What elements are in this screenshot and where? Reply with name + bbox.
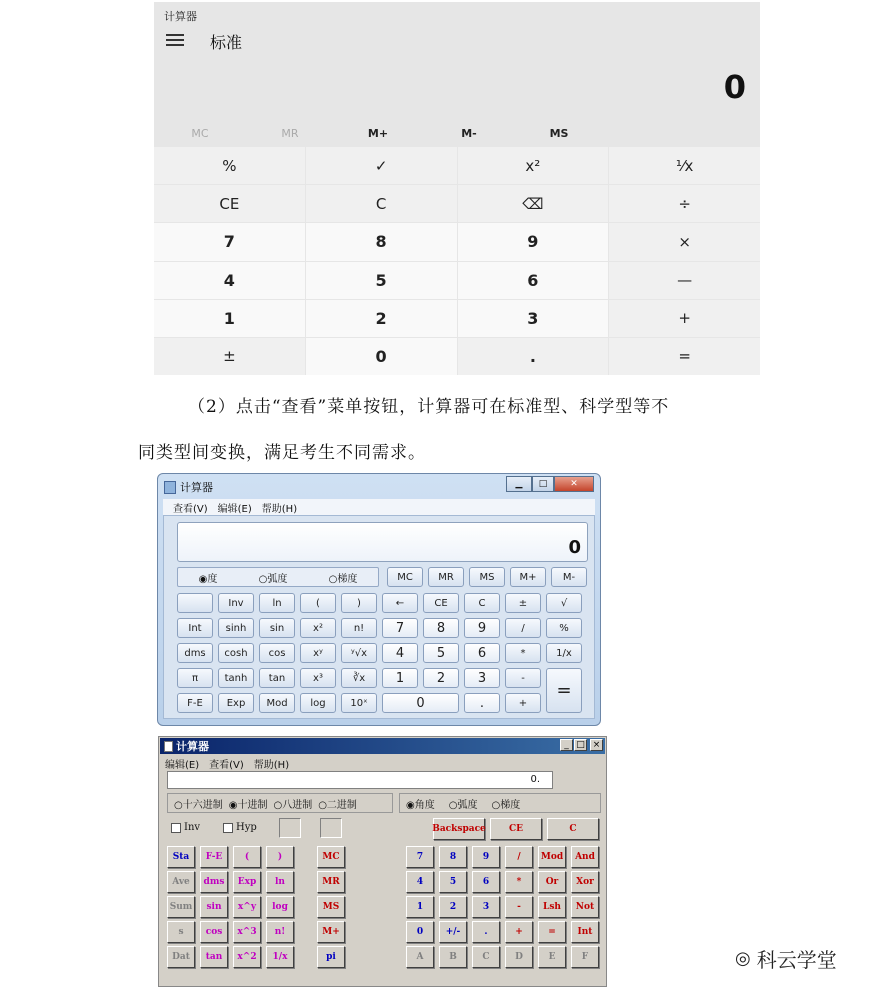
- key-1-3[interactable]: x²: [300, 618, 336, 638]
- paragraph-line-1: （2）点击“查看”菜单按钮，计算器可在标准型、科学型等不: [188, 397, 670, 417]
- title-bar: [160, 738, 605, 754]
- key-2-4[interactable]: ʸ√x: [341, 643, 377, 663]
- memory-button-ms[interactable]: MS: [549, 127, 569, 140]
- func-key-4-2[interactable]: x^2: [233, 946, 261, 968]
- func-key-2-1[interactable]: sin: [200, 896, 228, 918]
- num-key-1-2[interactable]: 6: [472, 871, 500, 893]
- key-2-3[interactable]: xʸ: [300, 643, 336, 663]
- hyp-checkbox[interactable]: [223, 822, 257, 833]
- display-value: 0.: [167, 771, 553, 789]
- memory-bar: [154, 127, 760, 145]
- func-key-4-3[interactable]: 1/x: [266, 946, 294, 968]
- func-key-0-1[interactable]: F-E: [200, 846, 228, 868]
- key-2-6[interactable]: 5: [423, 643, 459, 663]
- key-5-3[interactable]: =: [609, 338, 760, 375]
- key-0-8[interactable]: ±: [505, 593, 541, 613]
- num-key-0-0[interactable]: 7: [406, 846, 434, 868]
- memory-button-mc[interactable]: MC: [191, 127, 209, 140]
- key-3-0[interactable]: π: [177, 668, 213, 688]
- top-key-1[interactable]: CE: [490, 818, 542, 840]
- key-0-3[interactable]: ⅟x: [609, 147, 760, 184]
- calculator-icon: [164, 481, 176, 494]
- memory-button-mminus[interactable]: M-: [461, 127, 477, 140]
- memory-indicator: [279, 818, 301, 838]
- key-0-0[interactable]: [177, 593, 213, 613]
- angle-radio-1[interactable]: ○弧度: [258, 573, 288, 585]
- memory-button-2[interactable]: MS: [469, 567, 505, 587]
- mem-key-1[interactable]: MR: [317, 871, 345, 893]
- key-4-1[interactable]: 2: [306, 300, 457, 337]
- key-3-5[interactable]: 1: [382, 668, 418, 688]
- paragraph-line-2: 同类型间变换，满足考生不同需求。: [138, 443, 426, 463]
- key-0-1[interactable]: Inv: [218, 593, 254, 613]
- key-2-5[interactable]: 4: [382, 643, 418, 663]
- key-0-5[interactable]: ←: [382, 593, 418, 613]
- key-2-2[interactable]: 9: [458, 223, 609, 260]
- key-0-9[interactable]: √: [546, 593, 582, 613]
- num-key-1-1[interactable]: 5: [439, 871, 467, 893]
- key-4-4[interactable]: 10ˣ: [341, 693, 377, 713]
- num-key-2-2[interactable]: 3: [472, 896, 500, 918]
- key-5-1[interactable]: 0: [306, 338, 457, 375]
- num-key-3-0[interactable]: 0: [406, 921, 434, 943]
- menu-item-0[interactable]: 编辑(E): [165, 760, 200, 771]
- num-key-2-0[interactable]: 1: [406, 896, 434, 918]
- close-button[interactable]: ×: [590, 739, 603, 751]
- menu-item-1[interactable]: 查看(V): [209, 760, 244, 771]
- key-1-6[interactable]: 8: [423, 618, 459, 638]
- key-3-3[interactable]: —: [609, 262, 760, 299]
- num-key-0-1[interactable]: 8: [439, 846, 467, 868]
- num-key-4-2[interactable]: C: [472, 946, 500, 968]
- angle-radio-0[interactable]: ◉角度: [406, 799, 435, 811]
- num-key-1-4[interactable]: Or: [538, 871, 566, 893]
- key-3-7[interactable]: 3: [464, 668, 500, 688]
- memory-button-mplus[interactable]: M+: [367, 127, 389, 140]
- menu-item-0[interactable]: 查看(V): [173, 503, 208, 515]
- display-value: 0: [177, 522, 588, 562]
- paren-indicator: [320, 818, 342, 838]
- key-2-3[interactable]: ×: [609, 223, 760, 260]
- key-1-5[interactable]: 7: [382, 618, 418, 638]
- num-key-3-1[interactable]: +/-: [439, 921, 467, 943]
- base-radio-2[interactable]: ○八进制: [273, 799, 313, 811]
- func-key-1-3[interactable]: ln: [266, 871, 294, 893]
- key-4-5[interactable]: 0: [382, 693, 459, 713]
- key-0-6[interactable]: CE: [423, 593, 459, 613]
- menu-bar: [165, 756, 289, 771]
- key-3-1[interactable]: tanh: [218, 668, 254, 688]
- num-key-2-4[interactable]: Lsh: [538, 896, 566, 918]
- minimize-button[interactable]: ▁: [506, 476, 532, 492]
- watermark-text: 科云学堂: [756, 948, 837, 972]
- key-4-0[interactable]: 1: [154, 300, 305, 337]
- num-key-3-2[interactable]: .: [472, 921, 500, 943]
- func-key-4-1[interactable]: tan: [200, 946, 228, 968]
- key-1-7[interactable]: 9: [464, 618, 500, 638]
- key-0-2[interactable]: x²: [458, 147, 609, 184]
- key-2-1[interactable]: cosh: [218, 643, 254, 663]
- memory-button-3[interactable]: M+: [510, 567, 546, 587]
- key-4-3[interactable]: +: [609, 300, 760, 337]
- win10-calculator: [154, 2, 760, 375]
- window-controls: [506, 476, 594, 492]
- memory-button-mr[interactable]: MR: [281, 127, 299, 140]
- key-1-9[interactable]: %: [546, 618, 582, 638]
- func-key-0-0[interactable]: Sta: [167, 846, 195, 868]
- key-1-3[interactable]: ÷: [609, 185, 760, 222]
- num-key-0-2[interactable]: 9: [472, 846, 500, 868]
- menu-item-1[interactable]: 编辑(E): [217, 503, 252, 515]
- memory-button-1[interactable]: MR: [428, 567, 464, 587]
- key-3-1[interactable]: 5: [306, 262, 457, 299]
- num-key-4-5[interactable]: F: [571, 946, 599, 968]
- num-key-0-4[interactable]: Mod: [538, 846, 566, 868]
- key-1-2[interactable]: sin: [259, 618, 295, 638]
- inv-checkbox[interactable]: [171, 822, 200, 833]
- func-key-2-0[interactable]: Sum: [167, 896, 195, 918]
- key-4-2[interactable]: Mod: [259, 693, 295, 713]
- keypad: [154, 147, 760, 375]
- mem-key-2[interactable]: MS: [317, 896, 345, 918]
- angle-radio-2[interactable]: ○梯度: [328, 573, 358, 585]
- num-key-2-5[interactable]: Not: [571, 896, 599, 918]
- num-key-4-0[interactable]: A: [406, 946, 434, 968]
- window-title: 计算器: [176, 740, 209, 753]
- top-key-2[interactable]: C: [547, 818, 599, 840]
- memory-button-0[interactable]: MC: [387, 567, 423, 587]
- window-title: 计算器: [164, 10, 197, 23]
- key-1-4[interactable]: n!: [341, 618, 377, 638]
- key-4-2[interactable]: 3: [458, 300, 609, 337]
- base-radio-3[interactable]: ○二进制: [318, 799, 357, 811]
- num-key-0-3[interactable]: /: [505, 846, 533, 868]
- func-key-3-2[interactable]: x^3: [233, 921, 261, 943]
- base-radio-0[interactable]: ○十六进制: [174, 799, 223, 811]
- key-1-1[interactable]: C: [306, 185, 457, 222]
- func-key-1-0[interactable]: Ave: [167, 871, 195, 893]
- func-key-3-1[interactable]: cos: [200, 921, 228, 943]
- func-key-2-2[interactable]: x^y: [233, 896, 261, 918]
- num-key-4-4[interactable]: E: [538, 946, 566, 968]
- key-3-2[interactable]: tan: [259, 668, 295, 688]
- classic-calculator: [158, 736, 607, 987]
- key-2-0[interactable]: 7: [154, 223, 305, 260]
- mem-key-3[interactable]: M+: [317, 921, 345, 943]
- key-0-4[interactable]: ): [341, 593, 377, 613]
- key-4-7[interactable]: +: [505, 693, 541, 713]
- key-3-8[interactable]: -: [505, 668, 541, 688]
- key-1-0[interactable]: CE: [154, 185, 305, 222]
- minimize-button[interactable]: _: [560, 739, 573, 751]
- num-key-1-5[interactable]: Xor: [571, 871, 599, 893]
- key-3-0[interactable]: 4: [154, 262, 305, 299]
- key-1-8[interactable]: /: [505, 618, 541, 638]
- num-key-3-5[interactable]: Int: [571, 921, 599, 943]
- num-key-4-1[interactable]: B: [439, 946, 467, 968]
- num-key-4-3[interactable]: D: [505, 946, 533, 968]
- func-key-3-0[interactable]: s: [167, 921, 195, 943]
- key-3-9[interactable]: =: [546, 668, 582, 713]
- mem-key-0[interactable]: MC: [317, 846, 345, 868]
- inv-label: Inv: [184, 822, 201, 833]
- angle-mode-group: [177, 567, 379, 587]
- menu-bar: [163, 499, 595, 515]
- key-1-2[interactable]: ⌫: [458, 185, 609, 222]
- key-4-3[interactable]: log: [300, 693, 336, 713]
- num-key-1-0[interactable]: 4: [406, 871, 434, 893]
- display-value: 0: [723, 68, 746, 106]
- window-title: 计算器: [180, 481, 213, 494]
- func-key-1-2[interactable]: Exp: [233, 871, 261, 893]
- key-4-0[interactable]: F-E: [177, 693, 213, 713]
- key-2-1[interactable]: 8: [306, 223, 457, 260]
- calculator-body: [163, 515, 595, 719]
- key-2-9[interactable]: 1/x: [546, 643, 582, 663]
- key-0-3[interactable]: (: [300, 593, 336, 613]
- key-3-3[interactable]: x³: [300, 668, 336, 688]
- key-0-2[interactable]: ln: [259, 593, 295, 613]
- key-1-0[interactable]: Int: [177, 618, 213, 638]
- key-3-6[interactable]: 2: [423, 668, 459, 688]
- num-key-3-4[interactable]: =: [538, 921, 566, 943]
- key-4-6[interactable]: .: [464, 693, 500, 713]
- key-0-0[interactable]: %: [154, 147, 305, 184]
- num-key-2-3[interactable]: -: [505, 896, 533, 918]
- calculator-icon: [164, 741, 173, 752]
- title-bar: [164, 477, 213, 497]
- func-key-2-3[interactable]: log: [266, 896, 294, 918]
- number-base-group: [167, 793, 393, 813]
- watermark: [735, 944, 837, 973]
- key-0-7[interactable]: C: [464, 593, 500, 613]
- wechat-icon: ◎: [735, 948, 751, 969]
- func-key-4-0[interactable]: Dat: [167, 946, 195, 968]
- num-key-0-5[interactable]: And: [571, 846, 599, 868]
- mem-key-4[interactable]: pi: [317, 946, 345, 968]
- menu-item-2[interactable]: 帮助(H): [253, 760, 290, 771]
- key-0-1[interactable]: ✓: [306, 147, 457, 184]
- maximize-button[interactable]: □: [574, 739, 587, 751]
- func-key-3-3[interactable]: n!: [266, 921, 294, 943]
- hamburger-menu-icon[interactable]: [166, 34, 184, 46]
- hyp-label: Hyp: [236, 822, 257, 833]
- num-key-2-1[interactable]: 2: [439, 896, 467, 918]
- key-2-8[interactable]: *: [505, 643, 541, 663]
- top-key-0[interactable]: Backspace: [433, 818, 485, 840]
- key-2-0[interactable]: dms: [177, 643, 213, 663]
- num-key-3-3[interactable]: +: [505, 921, 533, 943]
- angle-mode-group: [399, 793, 601, 813]
- menu-item-2[interactable]: 帮助(H): [261, 503, 298, 515]
- close-button[interactable]: ✕: [554, 476, 594, 492]
- key-4-1[interactable]: Exp: [218, 693, 254, 713]
- key-3-4[interactable]: ∛x: [341, 668, 377, 688]
- func-key-0-2[interactable]: (: [233, 846, 261, 868]
- angle-radio-1[interactable]: ○弧度: [448, 799, 478, 811]
- win7-calculator: [157, 473, 601, 726]
- key-5-0[interactable]: ±: [154, 338, 305, 375]
- key-1-1[interactable]: sinh: [218, 618, 254, 638]
- base-radio-1[interactable]: ◉十进制: [228, 799, 268, 811]
- key-2-7[interactable]: 6: [464, 643, 500, 663]
- angle-radio-2[interactable]: ○梯度: [491, 799, 521, 811]
- angle-radio-0[interactable]: ◉度: [198, 573, 218, 585]
- key-2-2[interactable]: cos: [259, 643, 295, 663]
- maximize-button[interactable]: □: [532, 476, 554, 492]
- key-5-2[interactable]: .: [458, 338, 609, 375]
- num-key-1-3[interactable]: *: [505, 871, 533, 893]
- memory-button-4[interactable]: M-: [551, 567, 587, 587]
- func-key-0-3[interactable]: ): [266, 846, 294, 868]
- key-3-2[interactable]: 6: [458, 262, 609, 299]
- func-key-1-1[interactable]: dms: [200, 871, 228, 893]
- mode-title: 标准: [210, 33, 243, 52]
